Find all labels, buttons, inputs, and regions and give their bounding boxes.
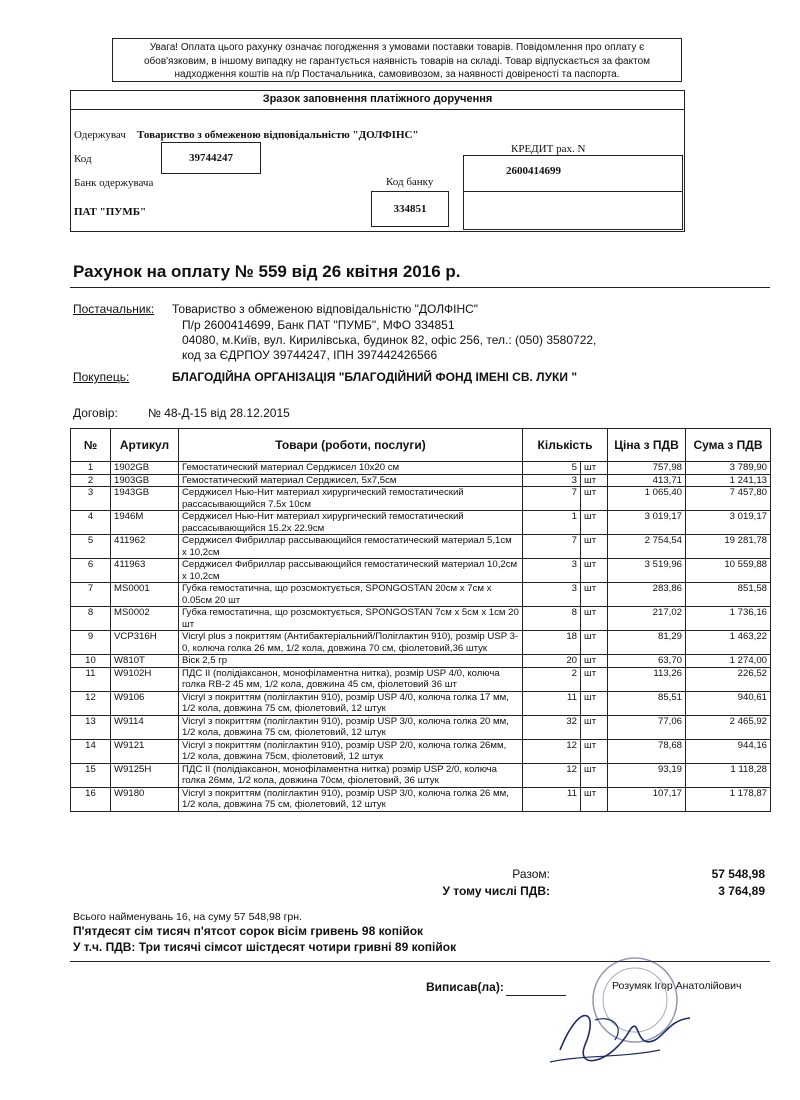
row-goods: Vicryl з покриттям (поліглактин 910), розмір USP 3/0, колюча голка 26 мм, 1/2 кола, довжина 75 см, фіолетовий, 12 штук: [179, 787, 523, 811]
supplier-account: П/р 2600414699, Банк ПАТ "ПУМБ", МФО 334851: [182, 318, 455, 332]
row-num: 5: [71, 535, 111, 559]
row-qty: 7: [523, 535, 581, 559]
table-row: [71, 763, 771, 787]
table-row: [71, 787, 771, 811]
row-price: 93,19: [608, 763, 686, 787]
row-price: 757,98: [608, 462, 686, 475]
code-value: 39744247: [189, 152, 233, 164]
row-article: 1946M: [111, 511, 179, 535]
header-goods: Товари (роботи, послуги): [179, 429, 523, 462]
row-unit: шт: [581, 535, 608, 559]
total-in-words: П'ятдесят сім тисяч п'ятсот сорок вісім гривень 98 копійок: [73, 924, 424, 938]
row-sum: 3 789,90: [686, 462, 771, 475]
supplier-name: Товариство з обмеженою відповідальністю "ДОЛФІНС": [172, 302, 479, 316]
row-goods: Vicryl з покриттям (поліглактин 910), розмір USP 2/0, колюча голка 26мм, 1/2 кола, довжина 75см, фіолетовий, 12 штук: [179, 739, 523, 763]
row-qty: 8: [523, 607, 581, 631]
row-price: 3 519,96: [608, 559, 686, 583]
header-qty: Кількість: [523, 429, 608, 462]
row-unit: шт: [581, 691, 608, 715]
row-article: W9180: [111, 787, 179, 811]
table-row: [71, 583, 771, 607]
row-unit: шт: [581, 667, 608, 691]
row-unit: шт: [581, 715, 608, 739]
row-unit: шт: [581, 763, 608, 787]
row-article: W9114: [111, 715, 179, 739]
row-article: MS0002: [111, 607, 179, 631]
vat-value: 3 764,89: [718, 884, 765, 898]
credit-value: 2600414699: [506, 165, 561, 177]
row-sum: 2 465,92: [686, 715, 771, 739]
table-row: [71, 535, 771, 559]
row-qty: 20: [523, 655, 581, 668]
row-sum: 19 281,78: [686, 535, 771, 559]
row-goods: ПДС ІІ (полідіаксанон, монофіламентна нитка) розмір USP 2/0, колюча голка 26мм, 1/2 кола, довжина 70см, фіолетовий, 36 штук: [179, 763, 523, 787]
row-article: 1903GB: [111, 474, 179, 487]
row-sum: 1 118,28: [686, 763, 771, 787]
row-article: 411963: [111, 559, 179, 583]
row-price: 78,68: [608, 739, 686, 763]
row-unit: шт: [581, 739, 608, 763]
header-sum: Сума з ПДВ: [686, 429, 771, 462]
bank-code-label: Код банку: [386, 176, 434, 188]
row-num: 11: [71, 667, 111, 691]
row-article: W9106: [111, 691, 179, 715]
row-article: 1943GB: [111, 487, 179, 511]
row-sum: 3 019,17: [686, 511, 771, 535]
table-row: [71, 559, 771, 583]
row-num: 8: [71, 607, 111, 631]
notice-line-1: Увага! Оплата цього рахунку означає погодження з умовами поставки товарів. Повідомлення про оплату є: [149, 42, 645, 53]
row-sum: 7 457,80: [686, 487, 771, 511]
row-price: 113,26: [608, 667, 686, 691]
buyer-name: БЛАГОДІЙНА ОРГАНІЗАЦІЯ "БЛАГОДІЙНИЙ ФОНД ІМЕНІ СВ. ЛУКИ ": [172, 370, 578, 384]
recipient-value: Товариство з обмеженою відповідальністю "ДОЛФІНС": [137, 129, 419, 141]
row-qty: 11: [523, 787, 581, 811]
row-qty: 3: [523, 583, 581, 607]
invoice-title: Рахунок на оплату № 559 від 26 квітня 2016 р.: [73, 262, 461, 281]
row-goods: Гемостатический материал Серджисел 10х20 см: [179, 462, 523, 475]
supplier-codes: код за ЄДРПОУ 39744247, ІПН 397442426566: [182, 348, 438, 362]
row-article: MS0001: [111, 583, 179, 607]
row-unit: шт: [581, 487, 608, 511]
credit-box: [463, 155, 683, 192]
signer-name: Розумяк Ігор Анатолійович: [612, 980, 742, 992]
payment-order-sample: [70, 90, 685, 232]
vat-label: У тому числі ПДВ:: [442, 884, 550, 898]
row-price: 107,17: [608, 787, 686, 811]
contract-value: № 48-Д-15 від 28.12.2015: [148, 406, 290, 420]
row-price: 3 019,17: [608, 511, 686, 535]
row-num: 10: [71, 655, 111, 668]
row-num: 3: [71, 487, 111, 511]
handwritten-signature: [540, 980, 700, 1080]
row-num: 16: [71, 787, 111, 811]
credit-label: КРЕДИТ рах. N: [511, 143, 586, 155]
row-article: VCP316H: [111, 631, 179, 655]
row-unit: шт: [581, 583, 608, 607]
row-goods: Vicryl plus з покриттям (Антибактеріальний/Поліглактин 910), розмір USP 3-0, колюча голка 26 мм, 1/2 кола, довжина 70 см, фіолетовий,36 штук: [179, 631, 523, 655]
row-article: 1902GB: [111, 462, 179, 475]
row-sum: 851,58: [686, 583, 771, 607]
row-article: 411962: [111, 535, 179, 559]
row-goods: Серджисел Нью-Нит материал хирургический гемостатический рассасывающийся 7.5х 10см: [179, 487, 523, 511]
table-row: [71, 691, 771, 715]
items-count-line: Всього найменувань 16, на суму 57 548,98 грн.: [73, 911, 302, 923]
row-qty: 3: [523, 559, 581, 583]
row-num: 14: [71, 739, 111, 763]
header-article: Артикул: [111, 429, 179, 462]
bank-code-value: 334851: [393, 203, 427, 215]
row-sum: 1 736,16: [686, 607, 771, 631]
credit-box-lower: [463, 190, 683, 230]
row-qty: 12: [523, 739, 581, 763]
row-unit: шт: [581, 559, 608, 583]
row-article: W9102H: [111, 667, 179, 691]
row-goods: Vicryl з покриттям (поліглактин 910), розмір USP 3/0, колюча голка 20 мм, 1/2 кола, довжина 75 см, фіолетовий, 12 штук: [179, 715, 523, 739]
row-price: 283,86: [608, 583, 686, 607]
row-goods: Vicryl з покриттям (поліглактин 910), розмір USP 4/0, колюча голка 17 мм, 1/2 кола, довжина 75 см, фіолетовий, 12 штук: [179, 691, 523, 715]
row-sum: 940,61: [686, 691, 771, 715]
row-price: 1 065,40: [608, 487, 686, 511]
row-unit: шт: [581, 511, 608, 535]
row-goods: ПДС ІІ (полідіаксанон, монофіламентна нитка), розмір USP 4/0, колюча голка RB-2 45 мм, 1/2 кола, довжина 45 см, фіолетовий 36 шт: [179, 667, 523, 691]
payment-notice: [112, 38, 682, 82]
table-body: [71, 462, 771, 812]
items-table: [70, 428, 771, 812]
contract-label: Договір:: [73, 406, 118, 420]
table-row: [71, 511, 771, 535]
vat-in-words: У т.ч. ПДВ: Три тисячі сімсот шістдесят чотири гривні 89 копійок: [73, 940, 457, 954]
code-label: Код: [74, 153, 92, 165]
row-goods: Серджисел Фибриллар рассывающийся гемостатический материал 10,2см х 10,2см: [179, 559, 523, 583]
row-num: 13: [71, 715, 111, 739]
row-unit: шт: [581, 787, 608, 811]
row-price: 63,70: [608, 655, 686, 668]
row-goods: Гемостатический материал Серджисел, 5х7,5см: [179, 474, 523, 487]
row-goods: Серджисел Фибриллар рассывающийся гемостатический материал 5,1см х 10,2см: [179, 535, 523, 559]
row-qty: 11: [523, 691, 581, 715]
bank-code-box: [371, 191, 449, 227]
signed-by-label: Виписав(ла):: [426, 980, 504, 994]
row-unit: шт: [581, 655, 608, 668]
row-sum: 1 241,13: [686, 474, 771, 487]
table-row: [71, 474, 771, 487]
row-goods: Віск 2,5 гр: [179, 655, 523, 668]
row-sum: 1 178,87: [686, 787, 771, 811]
table-row: [71, 739, 771, 763]
row-price: 217,02: [608, 607, 686, 631]
row-unit: шт: [581, 631, 608, 655]
table-row: [71, 631, 771, 655]
table-row: [71, 487, 771, 511]
notice-line-2: обов'язковим, в іншому випадку не гарантується наявність товарів на складі. Товар відпускається за фактом: [143, 55, 651, 67]
row-qty: 3: [523, 474, 581, 487]
row-qty: 5: [523, 462, 581, 475]
table-row: [71, 607, 771, 631]
row-num: 7: [71, 583, 111, 607]
row-num: 12: [71, 691, 111, 715]
row-sum: 944,16: [686, 739, 771, 763]
row-num: 6: [71, 559, 111, 583]
table-row: [71, 462, 771, 475]
row-qty: 2: [523, 667, 581, 691]
sample-title: Зразок заповнення платіжного доручення: [262, 93, 493, 105]
supplier-address: 04080, м.Київ, вул. Кирилівська, будинок 82, офіс 256, тел.: (050) 3580722,: [182, 333, 597, 347]
row-article: W9125H: [111, 763, 179, 787]
row-price: 413,71: [608, 474, 686, 487]
row-price: 77,06: [608, 715, 686, 739]
row-price: 81,29: [608, 631, 686, 655]
row-price: 2 754,54: [608, 535, 686, 559]
total-value: 57 548,98: [711, 867, 765, 881]
recipient-label: Одержувач: [74, 129, 126, 141]
row-sum: 10 559,88: [686, 559, 771, 583]
bank-value: ПАТ "ПУМБ": [74, 206, 147, 218]
table-row: [71, 715, 771, 739]
row-num: 1: [71, 462, 111, 475]
row-num: 2: [71, 474, 111, 487]
row-unit: шт: [581, 474, 608, 487]
supplier-label: Постачальник:: [73, 302, 155, 316]
row-goods: Губка гемостатична, що розсмоктується, SPONGOSTAN 7см х 5см х 1см 20 шт: [179, 607, 523, 631]
row-qty: 7: [523, 487, 581, 511]
title-divider: [70, 287, 770, 288]
bank-label: Банк одержувача: [74, 177, 154, 189]
row-goods: Серджисел Нью-Нит материал хирургический гемостатический рассасывающийся 15.2х 22.9см: [179, 511, 523, 535]
table-row: [71, 667, 771, 691]
header-num: №: [71, 429, 111, 462]
row-goods: Губка гемостатична, що розсмоктується, SPONGOSTAN 20см х 7см х 0.05см 20 шт: [179, 583, 523, 607]
total-label: Разом:: [512, 867, 550, 881]
table-header-row: [71, 429, 771, 462]
row-unit: шт: [581, 607, 608, 631]
row-qty: 12: [523, 763, 581, 787]
buyer-label: Покупець:: [73, 370, 130, 384]
table-row: [71, 655, 771, 668]
sample-divider: [71, 109, 684, 110]
row-qty: 1: [523, 511, 581, 535]
row-sum: 1 274,00: [686, 655, 771, 668]
notice-line-3: надходження коштів на п/р Постачальника, самовивозом, за наявності довіреності та паспорта.: [174, 69, 620, 80]
code-box: [161, 142, 261, 174]
row-num: 9: [71, 631, 111, 655]
row-article: W810T: [111, 655, 179, 668]
row-num: 15: [71, 763, 111, 787]
row-qty: 32: [523, 715, 581, 739]
row-qty: 18: [523, 631, 581, 655]
row-sum: 1 463,22: [686, 631, 771, 655]
row-num: 4: [71, 511, 111, 535]
row-unit: шт: [581, 462, 608, 475]
header-price: Ціна з ПДВ: [608, 429, 686, 462]
row-price: 85,51: [608, 691, 686, 715]
row-sum: 226,52: [686, 667, 771, 691]
row-article: W9121: [111, 739, 179, 763]
